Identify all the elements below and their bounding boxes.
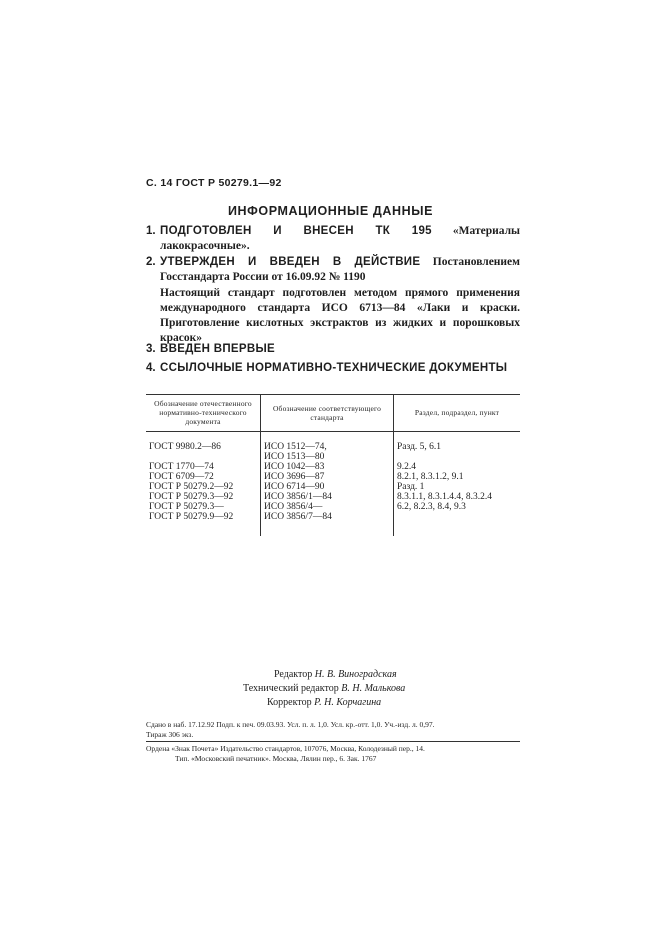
imprint-divider <box>146 741 520 742</box>
editor-name: Н. В. Виноградская <box>314 669 397 680</box>
item-heading: УТВЕРЖДЕН И ВВЕДЕН В ДЕЙСТВИЕ <box>160 256 421 268</box>
table-cell: ИСО 1512—74, <box>261 432 394 453</box>
table-cell: ИСО 3696—87 <box>261 472 394 482</box>
tech-editor-line <box>243 682 405 696</box>
table-cell: 6.2, 8.2.3, 8.4, 9.3 <box>397 502 466 512</box>
item-heading: ВВЕДЕН ВПЕРВЫЕ <box>160 343 275 355</box>
table-row <box>146 482 520 492</box>
editor-role: Корректор <box>267 697 315 708</box>
table-cell: ИСО 1513—80 <box>261 452 394 462</box>
table-cell: ГОСТ Р 50279.2—92 <box>149 482 234 492</box>
info-item-3 <box>146 342 520 357</box>
table-cell: 8.2.1, 8.3.1.2, 9.1 <box>397 472 464 482</box>
item-number: 4. <box>146 362 156 374</box>
table-cell: ИСО 3856/4— <box>261 502 394 512</box>
table-cell: ГОСТ 6709—72 <box>149 472 214 482</box>
editor-role: Редактор <box>274 669 315 680</box>
table-cell: ИСО 6714—90 <box>261 482 394 492</box>
item-heading: ПОДГОТОВЛЕН И ВНЕСЕН ТК 195 <box>160 225 432 237</box>
item-number: 1. <box>146 225 156 237</box>
info-item-1 <box>146 224 520 254</box>
standard-note-paragraph: Настоящий стандарт подготовлен методом прямого применения международного стандарта ИСО 6713—84 «Лаки и краски. Приготовление кислотных экстрактов из жидких и порошковых красок» <box>160 287 520 344</box>
page-header: С. 14 ГОСТ Р 50279.1—92 <box>146 177 282 189</box>
table-cell: ИСО 3856/7—84 <box>261 512 394 522</box>
table-row <box>146 472 520 482</box>
table-cell <box>146 452 261 462</box>
table-row-empty <box>146 522 520 536</box>
table-cell: ГОСТ 9980.2—86 <box>149 442 221 452</box>
column-header-corresponding-standard: Обозначение соответствующего стандарта <box>261 395 394 432</box>
reference-documents-table <box>146 394 520 536</box>
imprint-line-2: Тираж 306 экз. <box>146 730 194 739</box>
item-heading: ССЫЛОЧНЫЕ НОРМАТИВНО-ТЕХНИЧЕСКИЕ ДОКУМЕНТЫ <box>160 362 508 374</box>
table-cell: Разд. 1 <box>397 482 425 492</box>
item-text: Постановлением Госстандарта России от 16.09.92 № 1190 <box>160 256 520 283</box>
table-cell: ГОСТ 1770—74 <box>149 462 214 472</box>
column-header-domestic-doc: Обозначение отечественного нормативно-технического документа <box>146 395 261 432</box>
table-cell: ГОСТ Р 50279.9—92 <box>149 512 234 522</box>
item-number: 3. <box>146 343 156 355</box>
editor-role: Технический редактор <box>243 683 342 694</box>
table-cell: 9.2.4 <box>397 462 416 472</box>
item-text: «Материалы лакокрасочные». <box>160 225 520 252</box>
editor-name: Р. Н. Корчагина <box>314 697 382 708</box>
table-cell: ГОСТ Р 50279.3— <box>149 502 224 512</box>
imprint-line-1: Сдано в наб. 17.12.92 Подп. к печ. 09.03.93. Усл. п. л. 1,0. Усл. кр.-отт. 1,0. Уч.-изд. л. 0,97. <box>146 720 435 729</box>
table-row <box>146 492 520 502</box>
editor-line <box>274 668 397 682</box>
table-row <box>146 452 520 462</box>
table-row <box>146 462 520 472</box>
corrector-line <box>267 696 381 710</box>
item-number: 2. <box>146 256 156 268</box>
table-header-row <box>146 395 520 432</box>
table-row <box>146 512 520 522</box>
table-cell: ГОСТ Р 50279.3—92 <box>149 492 234 502</box>
column-header-section: Раздел, подраздел, пункт <box>394 395 521 432</box>
table-cell <box>394 452 521 462</box>
table-cell: 8.3.1.1, 8.3.1.4.4, 8.3.2.4 <box>397 492 492 502</box>
table-cell: ИСО 3856/1—84 <box>261 492 394 502</box>
editor-name: В. Н. Малькова <box>341 683 406 694</box>
table-row <box>146 432 520 453</box>
info-item-2 <box>146 255 520 285</box>
info-item-4 <box>146 361 520 376</box>
table-cell: ИСО 1042—83 <box>261 462 394 472</box>
table-cell: Разд. 5, 6.1 <box>397 442 442 452</box>
section-title: ИНФОРМАЦИОННЫЕ ДАННЫЕ <box>227 204 434 218</box>
table-cell <box>394 512 521 522</box>
table-row <box>146 502 520 512</box>
imprint-line-3: Ордена «Знак Почета» Издательство стандартов, 107076, Москва, Колодезный пер., 14. <box>146 744 425 753</box>
imprint-line-4: Тип. «Московский печатник». Москва, Лялин пер., 6. Зак. 1767 <box>175 754 377 763</box>
